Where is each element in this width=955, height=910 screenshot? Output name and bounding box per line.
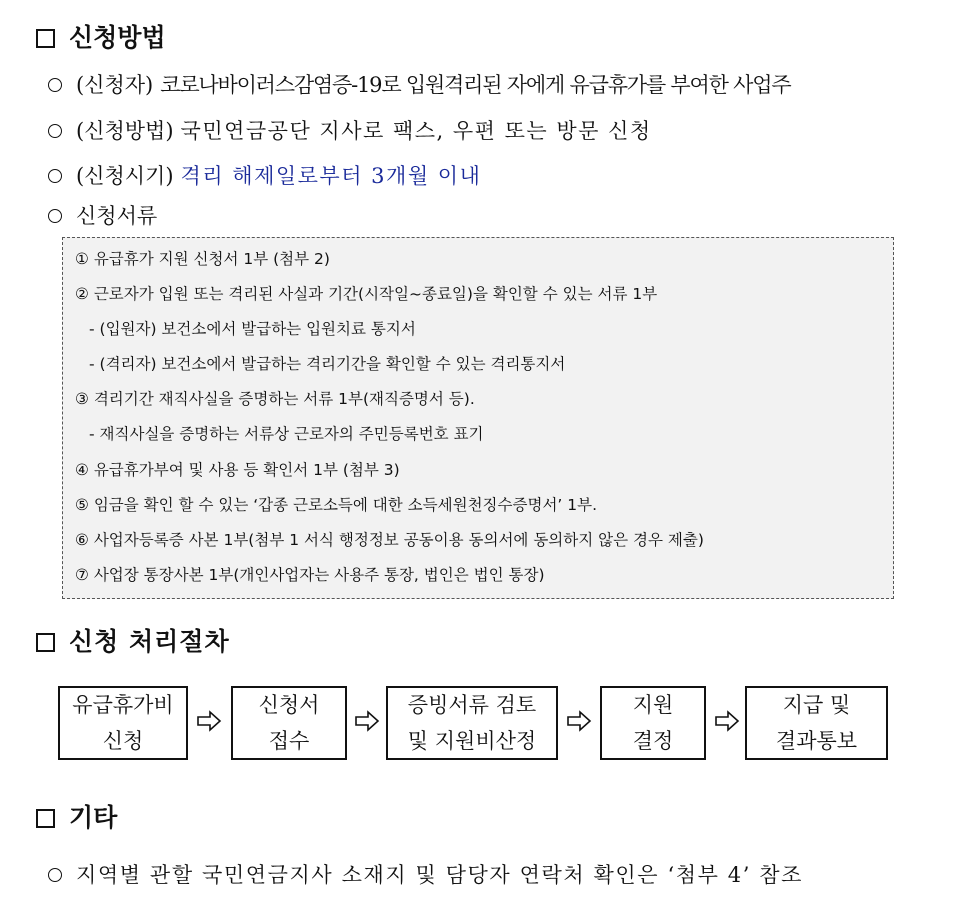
flow-step-line2: 및 지원비산정 [407,729,537,753]
bullet-documents [48,201,157,231]
flow-step-line2: 접수 [268,729,310,753]
bullet-method [48,116,652,146]
right-arrow-icon [566,708,592,734]
document-item: ① 유급휴가 지원 신청서 1부 (첨부 2) [75,250,330,268]
document-item: ⑥ 사업자등록증 사본 1부(첨부 1 서식 행정정보 공동이용 동의서에 동의하지 않은 경우 제출) [75,531,704,549]
section-heading-other [36,802,117,834]
document-subitem: - (격리자) 보건소에서 발급하는 격리기간을 확인할 수 있는 격리통지서 [89,355,566,373]
bullet-label: (신청방법) [76,119,174,143]
bullet-period [48,161,481,191]
right-arrow-icon [714,708,740,734]
flow-step-review [386,686,558,760]
circle-bullet-icon [48,868,62,882]
flow-step-line1: 지원 [632,693,674,717]
bullet-contact-info [48,860,803,890]
bullet-text: 지역별 관할 국민연금지사 소재지 및 담당자 연락처 확인은 ‘첨부 4’ 참조 [76,863,804,887]
document-subitem: - (입원자) 보건소에서 발급하는 입원치료 통지서 [89,320,416,338]
bullet-text: 신청서류 [76,204,158,228]
section-title: 기타 [69,803,118,832]
section-heading-process [36,626,230,658]
flow-step-line2: 결과통보 [775,729,858,753]
required-documents-box [62,237,894,599]
section-title: 신청 처리절차 [69,627,230,656]
flow-step-decision [600,686,706,760]
circle-bullet-icon [48,78,62,92]
section-title: 신청방법 [69,23,166,52]
circle-bullet-icon [48,124,62,138]
bullet-text: 코로나바이러스감염증-19로 입원격리된 자에게 유급휴가를 부여한 사업주 [160,73,791,97]
section-heading-application-method [36,22,166,54]
bullet-text: 국민연금공단 지사로 팩스, 우편 또는 방문 신청 [180,119,652,143]
bullet-text-highlight: 격리 해제일로부터 3개월 이내 [180,164,482,188]
right-arrow-icon [196,708,222,734]
document-item: ④ 유급휴가부여 및 사용 등 확인서 1부 (첨부 3) [75,461,400,479]
document-subitem: - 재직사실을 증명하는 서류상 근로자의 주민등록번호 표기 [89,425,484,443]
flow-step-line2: 결정 [632,729,674,753]
checkbox-icon [36,633,55,652]
document-item: ② 근로자가 입원 또는 격리된 사실과 기간(시작일~종료일)을 확인할 수 있는 서류 1부 [75,285,658,303]
checkbox-icon [36,29,55,48]
flow-step-line1: 신청서 [258,693,320,717]
flow-step-payment [745,686,888,760]
circle-bullet-icon [48,169,62,183]
document-item: ⑤ 임금을 확인 할 수 있는 ‘갑종 근로소득에 대한 소득세원천징수증명서’ 1부. [75,496,598,514]
circle-bullet-icon [48,209,62,223]
flow-step-line2: 신청 [102,729,144,753]
checkbox-icon [36,809,55,828]
right-arrow-icon [354,708,380,734]
document-item: ③ 격리기간 재직사실을 증명하는 서류 1부(재직증명서 등). [75,390,475,408]
document-item: ⑦ 사업장 통장사본 1부(개인사업자는 사용주 통장, 법인은 법인 통장) [75,566,545,584]
bullet-label: (신청자) [76,73,154,97]
flow-step-receive [231,686,347,760]
bullet-label: (신청시기) [76,164,174,188]
flow-step-line1: 증빙서류 검토 [407,693,537,717]
flow-step-line1: 유급휴가비 [72,693,174,717]
flow-step-apply [58,686,188,760]
bullet-applicant [48,70,790,100]
flow-step-line1: 지급 및 [782,693,851,717]
